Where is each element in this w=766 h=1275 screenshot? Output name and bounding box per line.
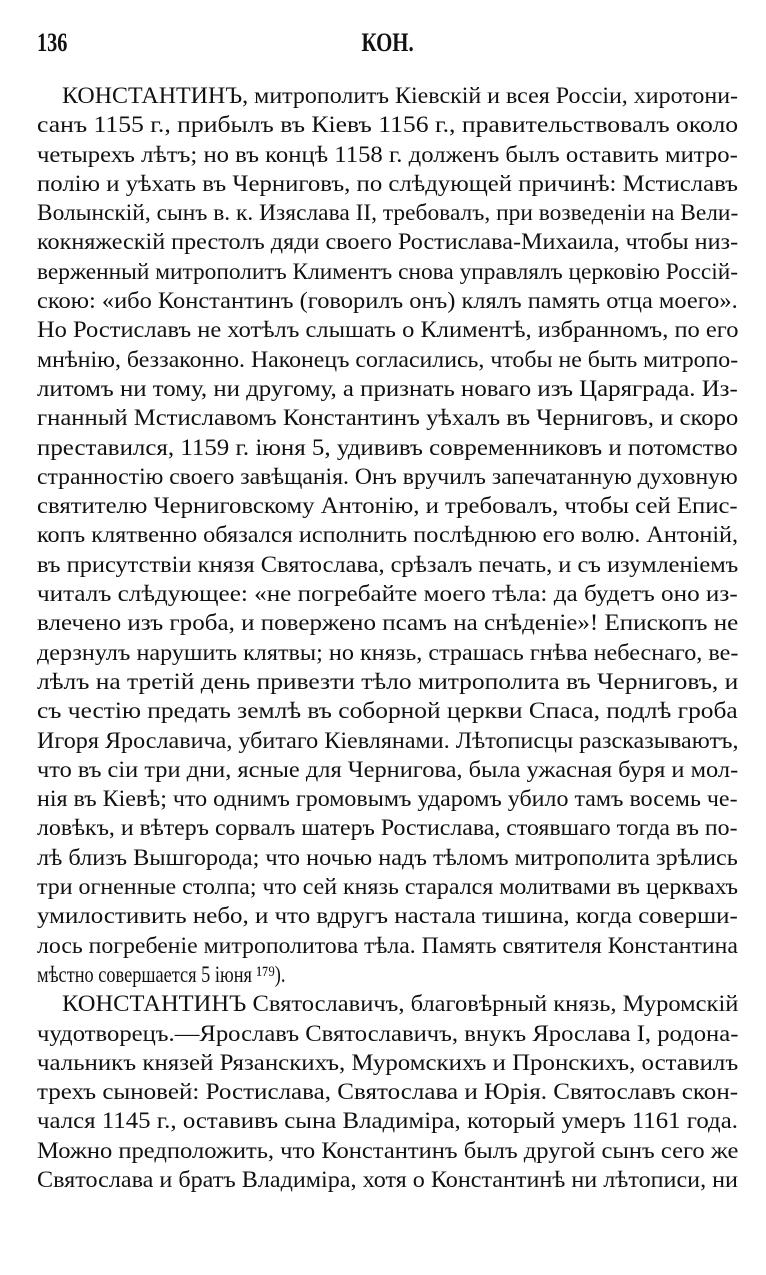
text-line [37,170,738,199]
text-line [37,521,738,550]
text-line [37,902,738,931]
text-line [37,1166,738,1195]
line-text: съ честію предать землѣ въ соборной церкви Спаса, подлѣ гроба [37,698,738,725]
text-line [37,111,738,140]
line-text: чался 1145 г., оставивъ сына Владиміра, который умеръ 1161 года. [37,1108,738,1135]
text-line [37,492,738,521]
text-line [37,580,738,609]
text-line [37,814,738,843]
text-line [37,346,738,375]
paragraph-1 [37,82,738,990]
text-line [37,1020,738,1049]
text-line [37,873,738,902]
line-text: четырехъ лѣтъ; но въ концѣ 1158 г. долженъ былъ оставить митро- [37,141,738,168]
line-text: лѣ близъ Вышгорода; что ночью надъ тѣломъ митрополита зрѣлись [37,844,738,871]
line-text: скою: «ибо Константинъ (говорилъ онъ) клялъ память отца моего». [37,288,738,315]
line-text: читалъ слѣдующее: «не погребайте моего тѣла: да будетъ оно из- [37,581,738,608]
text-line [37,141,738,170]
line-text: чальникъ князей Рязанскихъ, Муромскихъ и Пронскихъ, оставилъ [37,1049,739,1076]
text-line [37,199,738,228]
text-line [37,756,738,785]
line-text: три огненные столпа; что сей князь старался молитвами въ церквахъ [37,874,739,901]
line-text: Но Ростиславъ не хотѣлъ слышать о Климентѣ, избранномъ, по его [37,317,739,344]
line-text: копъ клятвенно обязался исполнить послѣднюю его волю. Антоній, [37,522,739,549]
line-text: мнѣнію, беззаконно. Наконецъ согласились, чтобы не быть митропо- [37,346,739,373]
line-text: влечено изъ гроба, и повержено псамъ на снѣденіе»! Епископъ не [37,610,739,637]
text-line [37,785,738,814]
text-line [37,1137,738,1166]
line-text: въ присутствіи князя Святослава, срѣзалъ печать, и съ изумленіемъ [37,551,739,578]
line-text: дерзнулъ нарушить клятвы; но князь, страшась гнѣва небеснаго, ве- [37,639,739,666]
line-text: нія въ Кіевѣ; что однимъ громовымъ ударомъ убило тамъ восемь че- [37,786,738,813]
text-line [37,697,738,726]
line-text: преставился, 1159 г. іюня 5, удививъ современниковъ и потомство [37,434,738,461]
page-header [37,26,738,60]
line-text: мѣстно совершается 5 іюня ¹⁷⁹). [37,961,286,988]
text-line [37,404,738,433]
text-line [37,639,738,668]
page-number: 136 [37,28,68,57]
text-line [37,463,738,492]
running-head [37,26,738,60]
line-text: санъ 1155 г., прибылъ въ Кіевъ 1156 г., правительствовалъ около [37,112,739,139]
text-line [37,316,738,345]
text-line [37,727,738,756]
page-body [37,82,738,1195]
line-text: лось погребеніе митрополитова тѣла. Память святителя Константина [37,932,738,959]
text-line [37,609,738,638]
text-line [37,228,738,257]
text-line [37,258,738,287]
line-text: чудотворецъ.—Ярославъ Святославичъ, внукъ Ярослава I, родона- [37,1020,739,1047]
text-line [37,434,738,463]
line-text: верженный митрополитъ Климентъ снова управлялъ церковію Россій- [37,258,738,285]
running-head-text: КОН. [361,28,414,57]
text-line [37,932,738,961]
text-line [37,668,738,697]
line-text: КОНСТАНТИНЪ Святославичъ, благовѣрный князь, Муромскій [62,991,739,1018]
text-line [37,287,738,316]
entry-first-line [37,82,738,111]
text-line [37,375,738,404]
line-text: полію и уѣхать въ Черниговъ, по слѣдующей причинѣ: Мстиславъ [37,170,738,197]
line-text: Святослава и братъ Владиміра, хотя о Константинѣ ни лѣтописи, ни [37,1166,738,1193]
line-text: умилостивить небо, и что вдругъ настала тишина, когда соверши- [37,903,738,930]
paragraph-2 [37,990,738,1195]
text-line [37,1107,738,1136]
line-text: лѣлъ на третій день привезти тѣло митрополита въ Черниговъ, и [37,668,739,695]
line-text: Можно предположить, что Константинъ былъ другой сынъ сего же [37,1137,739,1164]
line-text: ловѣкъ, и вѣтеръ сорвалъ шатеръ Ростислава, стоявшаго тогда въ по- [37,815,738,842]
line-text: Игоря Ярославича, убитаго Кіевлянами. Лѣтописцы разсказываютъ, [37,727,739,754]
line-text: КОНСТАНТИНЪ, митрополитъ Кіевскій и всея Россіи, хиротони- [62,83,739,109]
text-line [37,1078,738,1107]
text-line [37,961,738,990]
line-text: кокняжескій престолъ дяди своего Ростислава-Михаила, чтобы низ- [37,229,739,256]
line-text: гнанный Мстиславомъ Константинъ уѣхалъ въ Черниговъ, и скоро [37,405,739,432]
text-line [37,551,738,580]
text-line [37,844,738,873]
line-text: странностію своего завѣщанія. Онъ вручилъ запечатанную духовную [37,463,738,490]
line-text: трехъ сыновей: Ростислава, Святослава и Юрія. Святославъ скон- [37,1079,739,1106]
line-text: Волынскій, сынъ в. к. Изяслава II, требовалъ, при возведеніи на Вели- [37,200,739,227]
text-line [37,1049,738,1078]
entry-first-line [37,990,738,1019]
line-text: что въ сіи три дни, ясные для Чернигова, была ужасная буря и мол- [37,756,739,783]
line-text: литомъ ни тому, ни другому, а признать новаго изъ Царяграда. Из- [37,375,738,402]
line-text: святителю Черниговскому Антонію, и требовалъ, чтобы сей Епис- [37,493,738,520]
